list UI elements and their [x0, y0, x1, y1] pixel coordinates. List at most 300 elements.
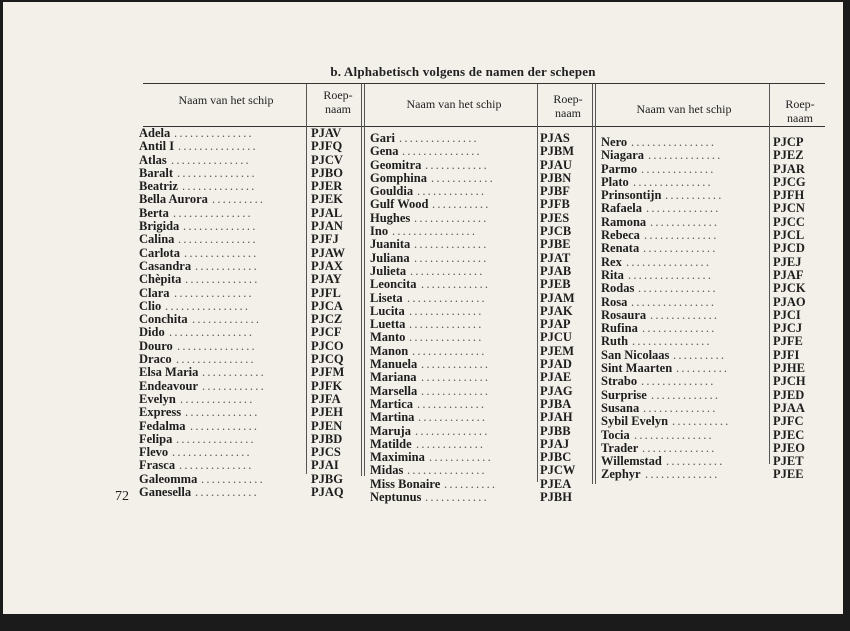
- leader-dots: .............: [651, 388, 721, 402]
- call-sign: PJCK: [773, 281, 806, 296]
- leader-dots: ...............: [407, 464, 487, 478]
- ship-name: Surprise: [601, 387, 647, 402]
- ship-name: Douro: [139, 338, 173, 353]
- leader-dots: .............: [421, 278, 491, 292]
- leader-dots: ..............: [643, 401, 718, 415]
- leader-dots: ...............: [174, 127, 254, 140]
- ship-name: Sybil Evelyn: [601, 414, 669, 429]
- ship-row: [139, 273, 359, 286]
- ship-name: Niagara: [601, 148, 645, 163]
- ship-row: [139, 393, 359, 406]
- leader-dots: ..............: [409, 331, 484, 345]
- col3-name-header: Naam van het schip: [636, 102, 732, 116]
- ship-list-column-2: [370, 132, 600, 504]
- leader-dots: ..............: [641, 375, 716, 389]
- ship-row: [139, 446, 359, 459]
- ship-name: Gulf Wood: [370, 197, 429, 212]
- ship-name: Adela: [139, 126, 171, 140]
- ship-row: [370, 491, 600, 504]
- ship-row: [139, 127, 359, 140]
- ship-row: [370, 464, 600, 477]
- ship-name: Ramona: [601, 214, 647, 229]
- leader-dots: ...............: [171, 153, 251, 167]
- ship-name: Casandra: [139, 258, 192, 273]
- ship-name: Nero: [601, 135, 628, 149]
- call-sign: PJAW: [311, 245, 346, 260]
- leader-dots: .............: [417, 397, 487, 411]
- leader-dots: .............: [418, 411, 488, 425]
- call-sign: PJFB: [540, 197, 570, 212]
- page-number: 72: [115, 489, 129, 504]
- call-sign: PJHE: [773, 361, 805, 376]
- ship-row: [370, 198, 600, 211]
- call-sign: PJFI: [773, 347, 800, 362]
- ship-row: [139, 287, 359, 300]
- ship-row: [370, 425, 600, 438]
- ship-name: Geomitra: [370, 157, 422, 172]
- call-sign: PJCQ: [311, 352, 344, 367]
- call-sign: PJCL: [773, 228, 805, 243]
- ship-row: [139, 154, 359, 167]
- leader-dots: ..............: [179, 459, 254, 473]
- call-sign: PJER: [311, 179, 343, 194]
- ship-name: Rosaura: [601, 307, 647, 322]
- ship-name: Beatriz: [139, 179, 178, 194]
- leader-dots: ...........: [672, 415, 731, 429]
- ship-name: Midas: [370, 463, 404, 478]
- ship-name: Ganesella: [139, 485, 192, 500]
- leader-dots: ...............: [178, 140, 258, 154]
- ship-name: Liseta: [370, 290, 403, 305]
- leader-dots: ...............: [399, 132, 479, 145]
- ship-name: San Nicolaas: [601, 347, 670, 362]
- col2-code-header: [539, 92, 597, 120]
- ship-row: [139, 380, 359, 393]
- ship-name: Clio: [139, 298, 162, 313]
- ship-name: Marsella: [370, 383, 418, 398]
- call-sign: PJAJ: [540, 436, 570, 451]
- ship-name: Willemstad: [601, 454, 662, 469]
- leader-dots: ...............: [177, 339, 257, 353]
- code-header-line2: naam: [787, 111, 813, 125]
- ship-name: Maruja: [370, 423, 411, 438]
- call-sign: PJES: [540, 210, 570, 225]
- ship-name: Manuela: [370, 357, 418, 372]
- call-sign: PJEB: [540, 277, 571, 292]
- call-sign: PJEC: [773, 427, 805, 442]
- leader-dots: ..............: [409, 318, 484, 332]
- leader-dots: ..............: [183, 220, 258, 234]
- ship-row: [139, 180, 359, 193]
- ship-name: Felipa: [139, 431, 173, 446]
- call-sign: PJFK: [311, 378, 343, 393]
- leader-dots: ...............: [407, 291, 487, 305]
- ship-row: [370, 212, 600, 225]
- ship-name: Gena: [370, 144, 399, 159]
- ship-name: Plato: [601, 174, 629, 189]
- call-sign: PJBH: [540, 490, 572, 505]
- leader-dots: ..............: [641, 162, 716, 176]
- ship-name: Rufina: [601, 321, 638, 336]
- ship-name: Flevo: [139, 445, 169, 460]
- leader-dots: ............: [429, 451, 493, 465]
- leader-dots: ...........: [432, 198, 491, 212]
- ship-row: [139, 326, 359, 339]
- call-sign: PJFQ: [311, 139, 343, 154]
- leader-dots: ............: [202, 366, 266, 380]
- leader-dots: ..............: [644, 229, 719, 243]
- ship-row: [601, 242, 831, 255]
- ship-name: Elsa Maria: [139, 365, 199, 380]
- ship-name: Gouldia: [370, 184, 414, 199]
- ship-name: Antil I: [139, 139, 175, 154]
- call-sign: PJAG: [540, 383, 573, 398]
- top-rule: [143, 83, 825, 84]
- col3-code-header: [771, 97, 829, 125]
- ship-name: Endeavour: [139, 378, 199, 393]
- col2-name-header: Naam van het schip: [406, 97, 502, 111]
- leader-dots: .............: [421, 371, 491, 385]
- call-sign: PJET: [773, 454, 804, 469]
- code-header-line2: naam: [555, 106, 581, 120]
- ship-name: Baralt: [139, 165, 174, 180]
- call-sign: PJAH: [540, 410, 573, 425]
- call-sign: PJCA: [311, 298, 343, 313]
- leader-dots: ...............: [173, 206, 253, 220]
- ship-row: [370, 278, 600, 291]
- leader-dots: ..............: [410, 264, 485, 278]
- leader-dots: .............: [421, 358, 491, 372]
- code-header-line1: Roep-: [553, 92, 583, 106]
- call-sign: PJCP: [773, 135, 804, 149]
- call-sign: PJCC: [773, 214, 805, 229]
- leader-dots: ..............: [412, 344, 487, 358]
- leader-dots: ..............: [642, 441, 717, 455]
- leader-dots: ................: [626, 255, 712, 269]
- ship-name: Fedalma: [139, 418, 186, 433]
- ship-name: Manon: [370, 343, 409, 358]
- call-sign: PJAY: [311, 272, 342, 287]
- ship-row: [370, 238, 600, 251]
- call-sign: PJAF: [773, 267, 804, 282]
- ship-row: [139, 313, 359, 326]
- ship-row: [370, 358, 600, 371]
- ship-name: Maximina: [370, 450, 425, 465]
- leader-dots: ...............: [174, 286, 254, 300]
- leader-dots: .............: [192, 313, 262, 327]
- call-sign: PJAN: [311, 219, 343, 234]
- ship-row: [370, 292, 600, 305]
- ship-name: Calina: [139, 232, 175, 247]
- ship-row: [601, 176, 831, 189]
- leader-dots: ..............: [184, 246, 259, 260]
- ship-row: [139, 406, 359, 419]
- leader-dots: ................: [165, 299, 251, 313]
- ship-row: [601, 468, 831, 481]
- ship-row: [370, 331, 600, 344]
- call-sign: PJCB: [540, 224, 572, 239]
- ship-name: Strabo: [601, 374, 638, 389]
- col1-name-header: Naam van het schip: [178, 93, 274, 107]
- ship-row: [601, 202, 831, 215]
- ship-row: [139, 207, 359, 220]
- call-sign: PJFA: [311, 391, 341, 406]
- leader-dots: ..............: [645, 468, 720, 482]
- ship-name: Hughes: [370, 210, 411, 225]
- ship-row: [139, 340, 359, 353]
- ship-row: [370, 451, 600, 464]
- document-page: [3, 2, 843, 614]
- ship-name: Dido: [139, 325, 165, 340]
- leader-dots: ................: [631, 136, 717, 149]
- call-sign: PJFC: [773, 414, 804, 429]
- ship-name: Trader: [601, 440, 639, 455]
- leader-dots: .............: [650, 308, 720, 322]
- ship-row: [370, 265, 600, 278]
- call-sign: PJCH: [773, 374, 806, 389]
- ship-row: [601, 256, 831, 269]
- ship-row: [139, 167, 359, 180]
- ship-row: [601, 216, 831, 229]
- leader-dots: .............: [190, 419, 260, 433]
- ship-row: [370, 345, 600, 358]
- ship-row: [601, 335, 831, 348]
- ship-row: [370, 185, 600, 198]
- ship-name: Conchita: [139, 312, 188, 327]
- ship-row: [370, 172, 600, 185]
- call-sign: PJAQ: [311, 485, 344, 500]
- ship-row: [601, 429, 831, 442]
- call-sign: PJAI: [311, 458, 339, 473]
- call-sign: PJAV: [311, 126, 342, 140]
- ship-row: [370, 398, 600, 411]
- call-sign: PJCV: [311, 152, 343, 167]
- call-sign: PJAS: [540, 131, 570, 145]
- call-sign: PJFH: [773, 188, 805, 203]
- leader-dots: ..........: [212, 193, 266, 207]
- ship-name: Berta: [139, 205, 169, 220]
- ship-name: Matilde: [370, 436, 412, 451]
- leader-dots: ............: [195, 486, 259, 500]
- call-sign: PJBC: [540, 450, 572, 465]
- call-sign: PJAR: [773, 161, 805, 176]
- ship-list-column-3: [601, 136, 831, 482]
- ship-row: [370, 225, 600, 238]
- ship-name: Rex: [601, 254, 622, 269]
- col1-code-header: [309, 88, 367, 116]
- call-sign: PJBA: [540, 396, 572, 411]
- ship-name: Draco: [139, 352, 172, 367]
- leader-dots: ..............: [185, 406, 260, 420]
- ship-name: Martica: [370, 396, 414, 411]
- ship-row: [601, 322, 831, 335]
- ship-name: Frasca: [139, 458, 176, 473]
- ship-name: Juanita: [370, 237, 411, 252]
- ship-name: Bella Aurora: [139, 192, 208, 207]
- call-sign: PJAO: [773, 294, 806, 309]
- ship-name: Miss Bonaire: [370, 476, 441, 491]
- call-sign: PJAX: [311, 258, 343, 273]
- leader-dots: .............: [417, 185, 487, 199]
- ship-row: [601, 136, 831, 149]
- call-sign: PJCU: [540, 330, 572, 345]
- leader-dots: ................: [631, 295, 717, 309]
- ship-row: [601, 349, 831, 362]
- ship-name: Brigida: [139, 219, 180, 234]
- call-sign: PJBB: [540, 423, 571, 438]
- ship-row: [139, 486, 359, 499]
- ship-row: [601, 442, 831, 455]
- leader-dots: ............: [425, 491, 489, 505]
- call-sign: PJCZ: [311, 312, 343, 327]
- call-sign: PJEH: [311, 405, 343, 420]
- ship-name: Martina: [370, 410, 415, 425]
- call-sign: PJEJ: [773, 254, 802, 269]
- ship-row: [139, 366, 359, 379]
- leader-dots: ..............: [409, 304, 484, 318]
- ship-row: [370, 305, 600, 318]
- leader-dots: ..............: [414, 251, 489, 265]
- call-sign: PJCS: [311, 445, 341, 460]
- leader-dots: ................: [628, 268, 714, 282]
- table-title: b. Alphabetisch volgens de namen der schepen: [330, 64, 596, 79]
- call-sign: PJED: [773, 387, 805, 402]
- ship-row: [139, 233, 359, 246]
- code-header-line2: naam: [325, 102, 351, 116]
- call-sign: PJBM: [540, 144, 575, 159]
- ship-row: [601, 189, 831, 202]
- ship-name: Rodas: [601, 281, 635, 296]
- ship-name: Rosa: [601, 294, 628, 309]
- call-sign: PJFL: [311, 285, 341, 300]
- call-sign: PJEK: [311, 192, 343, 207]
- call-sign: PJAM: [540, 290, 575, 305]
- leader-dots: ...............: [176, 432, 256, 446]
- ship-name: Lucita: [370, 303, 405, 318]
- call-sign: PJAB: [540, 263, 572, 278]
- call-sign: PJFJ: [311, 232, 339, 247]
- call-sign: PJBF: [540, 184, 570, 199]
- call-sign: PJAT: [540, 250, 571, 265]
- leader-dots: ...............: [178, 233, 258, 247]
- call-sign: PJCF: [311, 325, 342, 340]
- leader-dots: ............: [425, 158, 489, 172]
- ship-row: [139, 473, 359, 486]
- call-sign: PJAA: [773, 400, 805, 415]
- leader-dots: ............: [431, 171, 495, 185]
- ship-name: Clara: [139, 285, 170, 300]
- leader-dots: ..........: [444, 477, 498, 491]
- ship-row: [601, 309, 831, 322]
- leader-dots: ..............: [642, 322, 717, 336]
- ship-row: [139, 459, 359, 472]
- call-sign: PJEN: [311, 418, 343, 433]
- ship-name: Rita: [601, 267, 624, 282]
- leader-dots: ..............: [180, 392, 255, 406]
- ship-name: Express: [139, 405, 182, 420]
- call-sign: PJFE: [773, 334, 803, 349]
- ship-row: [601, 282, 831, 295]
- ship-name: Neptunus: [370, 490, 422, 505]
- call-sign: PJCW: [540, 463, 576, 478]
- ship-row: [601, 415, 831, 428]
- call-sign: PJCD: [773, 241, 805, 256]
- ship-name: Mariana: [370, 370, 417, 385]
- ship-row: [370, 385, 600, 398]
- leader-dots: ..........: [673, 348, 727, 362]
- ship-row: [601, 375, 831, 388]
- ship-row: [601, 296, 831, 309]
- ship-name: Susana: [601, 400, 640, 415]
- ship-row: [601, 229, 831, 242]
- ship-name: Ino: [370, 224, 389, 239]
- ship-row: [370, 478, 600, 491]
- call-sign: PJCJ: [773, 321, 803, 336]
- ship-name: Rebeca: [601, 228, 640, 243]
- ship-name: Gomphina: [370, 170, 427, 185]
- leader-dots: ..........: [676, 362, 730, 376]
- ship-row: [139, 247, 359, 260]
- ship-name: Carlota: [139, 245, 180, 260]
- call-sign: PJBG: [311, 471, 343, 486]
- call-sign: PJCG: [773, 174, 806, 189]
- ship-row: [370, 132, 600, 145]
- call-sign: PJEA: [540, 476, 572, 491]
- ship-row: [139, 140, 359, 153]
- ship-row: [601, 389, 831, 402]
- leader-dots: ...............: [172, 446, 252, 460]
- leader-dots: ...............: [638, 282, 718, 296]
- ship-name: Tocia: [601, 427, 630, 442]
- ship-name: Zephyr: [601, 467, 641, 482]
- code-header-line1: Roep-: [323, 88, 353, 102]
- ship-name: Chèpita: [139, 272, 182, 287]
- call-sign: PJBN: [540, 170, 572, 185]
- call-sign: PJBE: [540, 237, 571, 252]
- ship-name: Atlas: [139, 152, 167, 167]
- code-header-line1: Roep-: [785, 97, 815, 111]
- leader-dots: ..............: [648, 149, 723, 163]
- ship-name: Leoncita: [370, 277, 417, 292]
- ship-name: Sint Maarten: [601, 361, 673, 376]
- call-sign: PJFM: [311, 365, 345, 380]
- ship-row: [139, 353, 359, 366]
- ship-name: Galeomma: [139, 471, 198, 486]
- ship-row: [139, 420, 359, 433]
- call-sign: PJBO: [311, 165, 343, 180]
- call-sign: PJCI: [773, 307, 801, 322]
- ship-row: [370, 252, 600, 265]
- call-sign: PJBD: [311, 431, 343, 446]
- leader-dots: ...............: [177, 166, 257, 180]
- call-sign: PJAU: [540, 157, 572, 172]
- call-sign: PJAD: [540, 357, 572, 372]
- ship-name: Rafaela: [601, 201, 642, 216]
- ship-name: Juliana: [370, 250, 410, 265]
- leader-dots: ................: [169, 326, 255, 340]
- ship-row: [139, 433, 359, 446]
- leader-dots: ...............: [176, 353, 256, 367]
- leader-dots: ............: [202, 379, 266, 393]
- leader-dots: ..............: [185, 273, 260, 287]
- ship-name: Prinsontijn: [601, 188, 662, 203]
- ship-name: Manto: [370, 330, 406, 345]
- leader-dots: .............: [416, 437, 486, 451]
- leader-dots: ...............: [633, 175, 713, 189]
- ship-row: [601, 402, 831, 415]
- ship-row: [370, 318, 600, 331]
- ship-name: Ruth: [601, 334, 629, 349]
